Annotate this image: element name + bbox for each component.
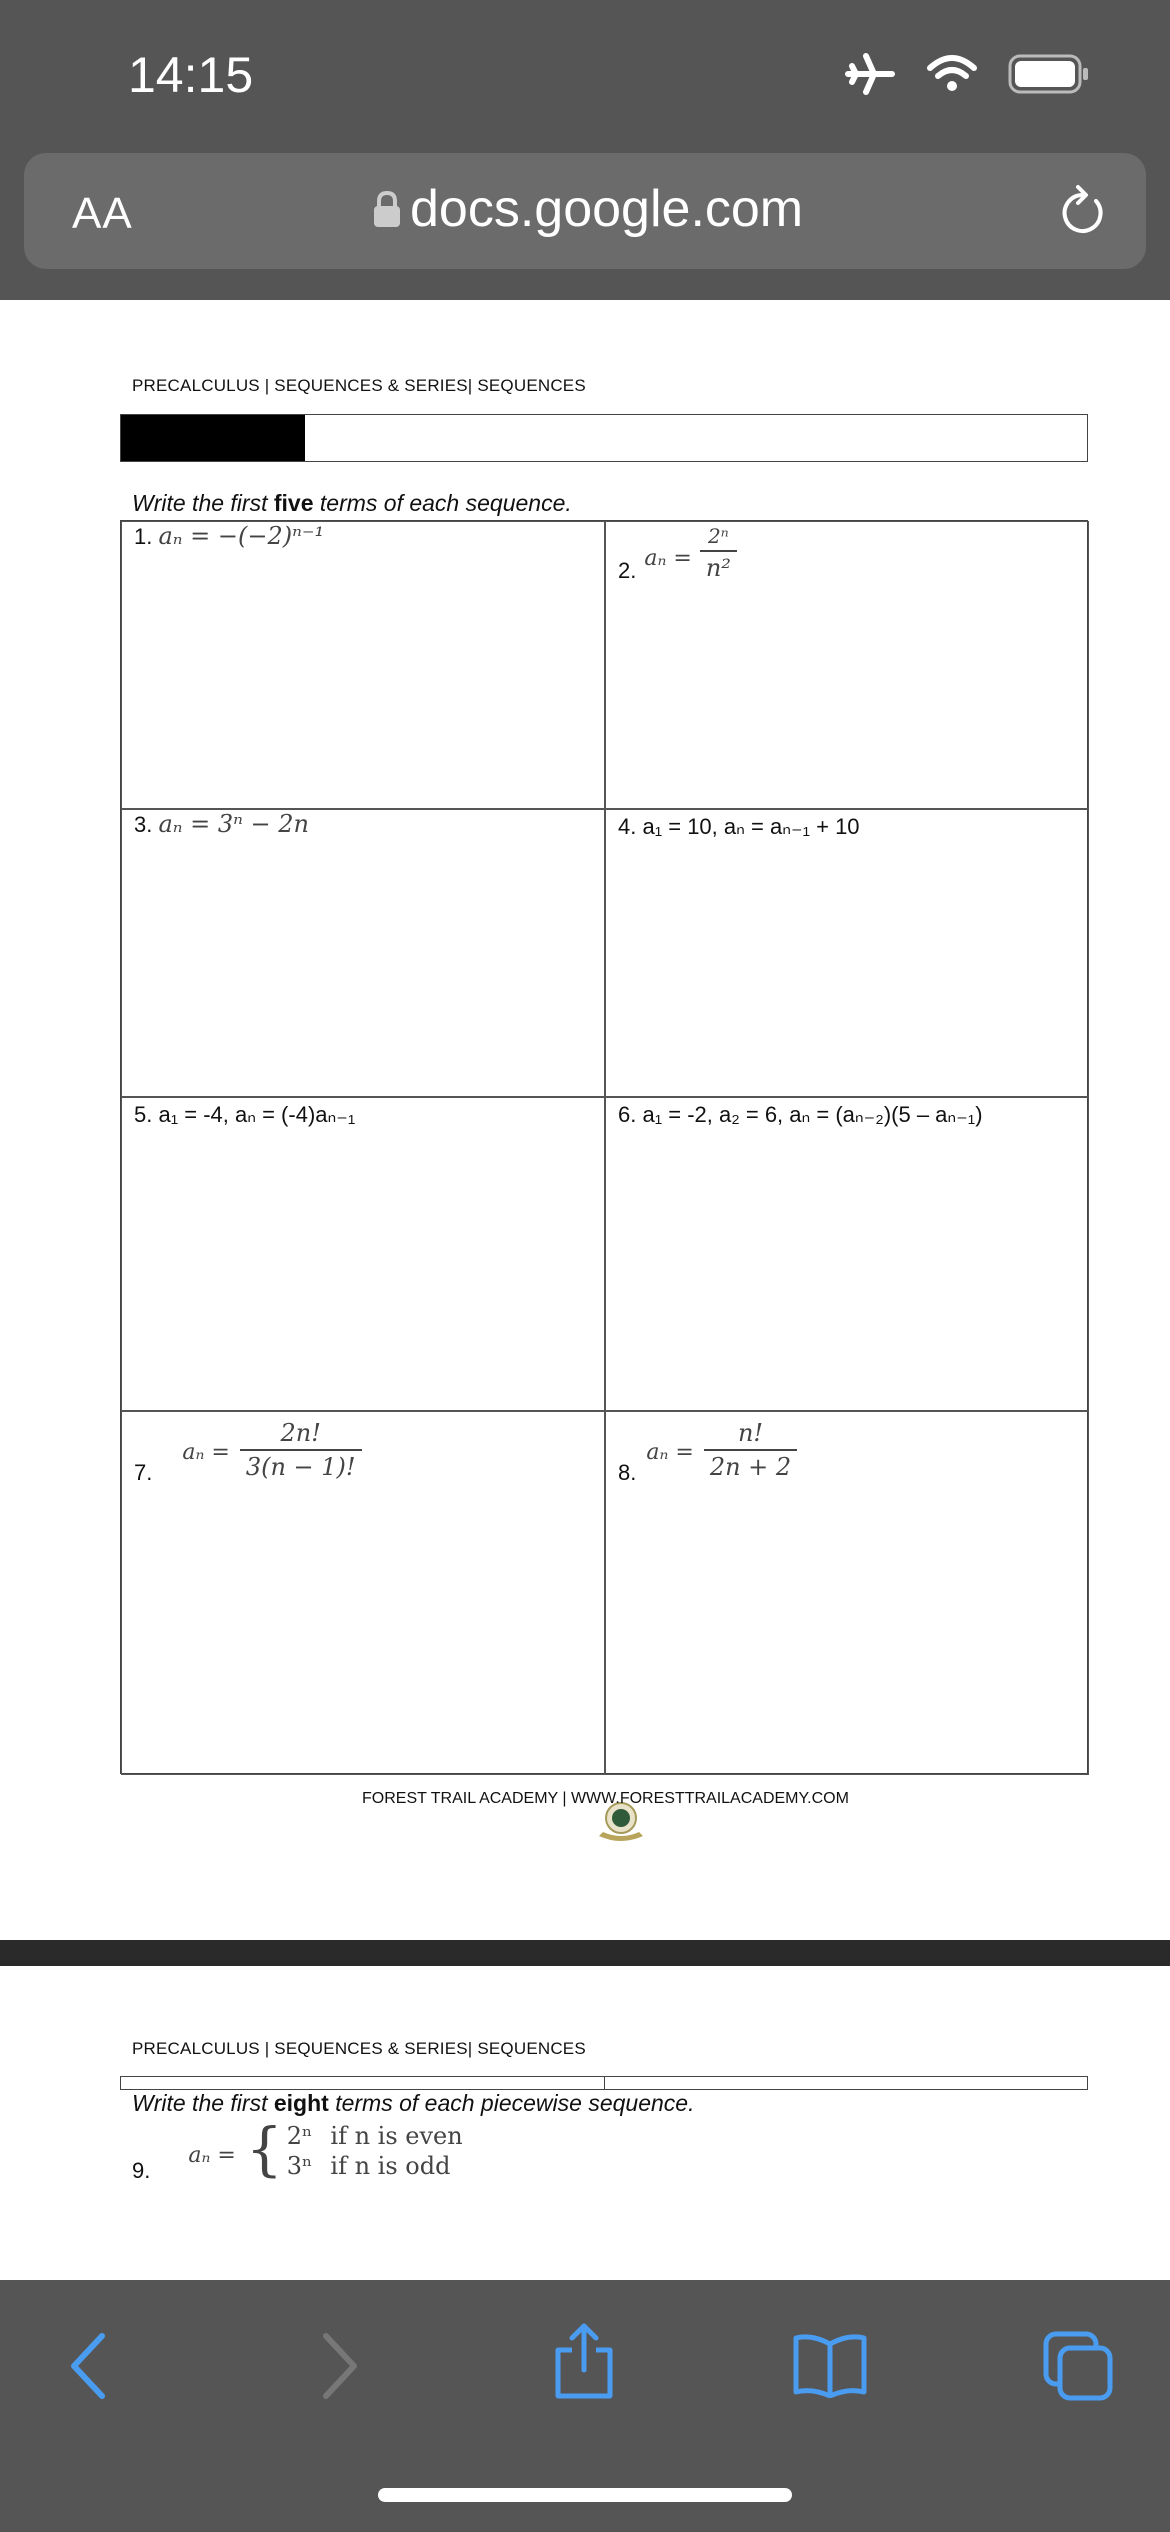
instruction-text: Write the first five terms of each sequence. bbox=[132, 490, 572, 516]
url-text: docs.google.com bbox=[410, 180, 804, 238]
problem-7-fraction: $\frac{2n!}{3(n - 1)!}$ bbox=[240, 1419, 362, 1481]
text-size-button[interactable]: AA bbox=[72, 189, 133, 238]
page-divider bbox=[0, 1940, 1170, 1966]
problem-2-fraction: $\frac{\text{2ⁿ}}{\text{n²}}$ bbox=[700, 524, 737, 582]
document-page-2 bbox=[0, 1966, 1170, 2280]
problem-cell-6 bbox=[605, 1097, 1089, 1411]
forward-icon[interactable] bbox=[318, 2330, 362, 2402]
battery-icon bbox=[1008, 54, 1090, 94]
url-display[interactable] bbox=[372, 179, 803, 239]
home-indicator[interactable] bbox=[378, 2488, 792, 2502]
reload-icon[interactable] bbox=[1056, 183, 1108, 239]
problem-cell-7: 7. aₙ = $\frac{2n!}{3(n - 1)!}$ bbox=[121, 1411, 605, 1775]
instruction-text: Write the first eight terms of each piecewise sequence. bbox=[132, 2090, 695, 2116]
lock-icon bbox=[372, 189, 402, 229]
piecewise-cases: 2ⁿ if n is even 3ⁿ if n is odd bbox=[286, 2122, 463, 2180]
problem-4-text: 4. a₁ = 10, aₙ = aₙ₋₁ + 10 bbox=[618, 814, 860, 839]
tabs-icon[interactable] bbox=[1042, 2330, 1114, 2402]
page-header: PRECALCULUS | SEQUENCES & SERIES| SEQUENCES bbox=[132, 2039, 586, 2058]
problem-3-formula: aₙ = 3ⁿ − 2n bbox=[158, 810, 309, 838]
wifi-icon bbox=[926, 54, 978, 94]
page-header: PRECALCULUS | SEQUENCES & SERIES| SEQUENCES bbox=[132, 376, 586, 395]
problem-9: 9. aₙ = { 2ⁿ if n is even 3ⁿ if n is odd bbox=[132, 2115, 463, 2183]
status-time: 14:15 bbox=[128, 47, 254, 103]
bookmarks-icon[interactable] bbox=[792, 2330, 868, 2398]
back-icon[interactable] bbox=[66, 2330, 110, 2402]
status-icons bbox=[844, 52, 1090, 96]
problem-grid bbox=[120, 520, 1088, 1774]
problem-cell-4 bbox=[605, 809, 1089, 1097]
problem-5-text: 5. a₁ = -4, aₙ = (-4)aₙ₋₁ bbox=[134, 1102, 356, 1127]
problem-cell-2: 2. aₙ = $\frac{\text{2ⁿ}}{\text{n²}}$ bbox=[605, 521, 1089, 809]
document-page-1 bbox=[0, 300, 1170, 1940]
problem-cell-1: 1. aₙ = −(−2)ⁿ⁻¹ bbox=[121, 521, 605, 809]
problem-cell-8: 8. aₙ = $\frac{n!}{2n + 2}$ bbox=[605, 1411, 1089, 1775]
page-footer: FOREST TRAIL ACADEMY | WWW.FORESTTRAILACADEMY.COM bbox=[362, 1790, 849, 1807]
address-bar[interactable] bbox=[24, 153, 1146, 269]
name-field-box bbox=[120, 2076, 1088, 2090]
share-icon[interactable] bbox=[552, 2320, 616, 2400]
airplane-icon bbox=[844, 52, 896, 96]
problem-8-fraction: $\frac{n!}{2n + 2}$ bbox=[704, 1419, 797, 1481]
problem-1-formula: aₙ = −(−2)ⁿ⁻¹ bbox=[158, 522, 325, 550]
redacted-name-block bbox=[121, 415, 305, 461]
problem-6-text: 6. a₁ = -2, a₂ = 6, aₙ = (aₙ₋₂)(5 – aₙ₋₁) bbox=[618, 1102, 983, 1127]
problem-cell-5 bbox=[121, 1097, 605, 1411]
left-brace: { bbox=[245, 2115, 283, 2183]
browser-top-bar bbox=[0, 0, 1170, 300]
name-field-box bbox=[120, 414, 1088, 462]
problem-cell-3: 3. aₙ = 3ⁿ − 2n bbox=[121, 809, 605, 1097]
